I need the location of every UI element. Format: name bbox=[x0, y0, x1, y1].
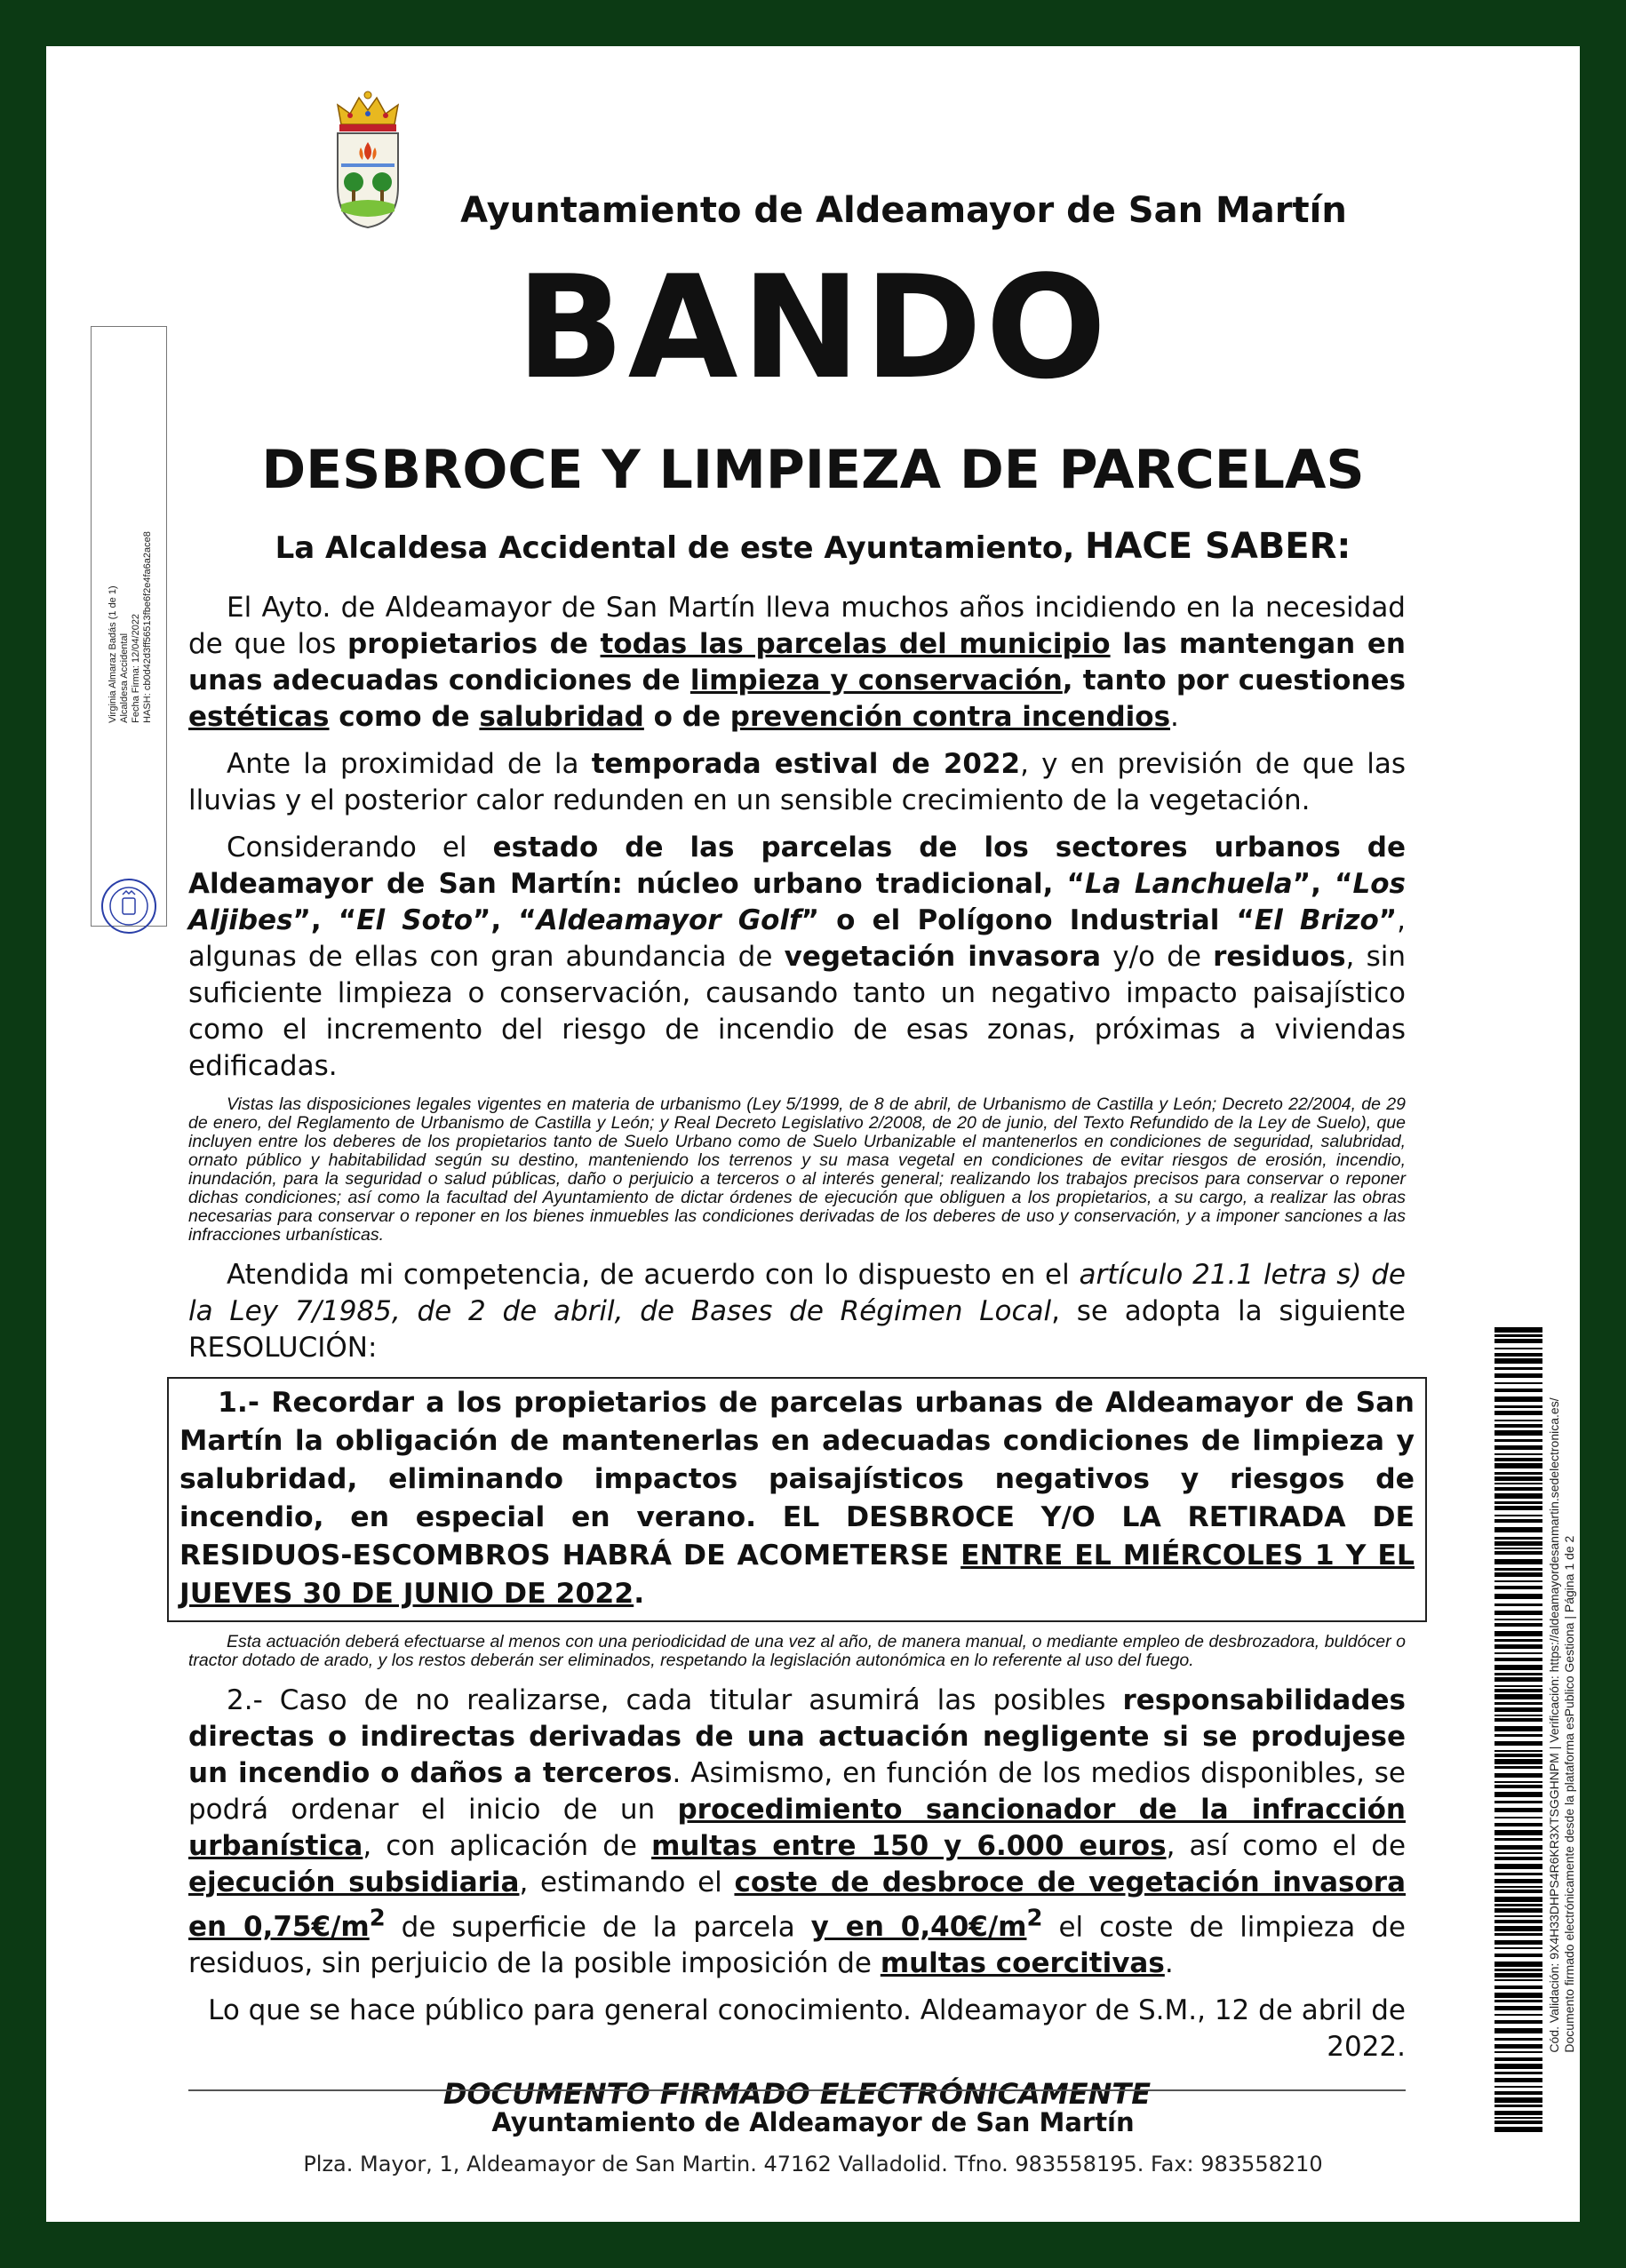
validation-platform: Documento firmado electrónicamente desde la plataforma esPublico Gestiona | Página 1 de 2 bbox=[1562, 1535, 1576, 2053]
electronic-signature-notice: DOCUMENTO FIRMADO ELECTRÓNICAMENTE bbox=[442, 2077, 1152, 2112]
footer-town-name: Ayuntamiento de Aldeamayor de San Martín bbox=[491, 2107, 1135, 2137]
legal-note: Vistas las disposiciones legales vigentes en materia de urbanismo (Ley 5/1999, de 8 de abril, de Urbanismo de Castilla y León; Decreto 22/2004, de 29 de enero, del Reglamento de Urbanismo de Castilla y León; y Real Decreto Legislativo 2/2008, de 20 de junio, del Texto Refundido de la Ley de Suelo), que incluyen entre los deberes de los propietarios tanto de Suelo Urbano como de Suelo Urbanizable el mantenerlos en condiciones de seguridad, salubridad, ornato público y habitabilidad según su destino, manteniendo los terrenos y su masa vegetal en condiciones de evitar riesgos de erosión, incendio, inundación, para la seguridad o salud públicas, daño o perjuicio a terceros o al interés general; realizando los trabajos precisos para conservar o reponer dichas condiciones; así como la facultad del Ayuntamiento de dictar órdenes de ejecución que obliguen a los propietarios, a su cargo, a realizar las obras necesarias para conservar o reponer en los bienes inmuebles las condiciones derivadas de los deberes de uso y conservación, y a imponer sanciones a las infracciones urbanísticas. bbox=[188, 1094, 1406, 1245]
announcement-line bbox=[46, 526, 1580, 567]
paragraph-penalties: 2.- Caso de no realizarse, cada titular asumirá las posibles responsabilidades directas o indirectas derivadas de una actuación negligente si se produjese un incendio o daños a terceros. Asimismo, en función de los medios disponibles, se podrá ordenar el inicio de un procedimiento sancionador de la infracción urbanística, con aplicación de multas entre 150 y 6.000 euros, así como el de ejecución subsidiaria, estimando el coste de desbroce de vegetación invasora en $0,75€/m^2$ de superficie de la parcela y en $0,40€/m^2$ el coste de limpieza de residuos, sin perjuicio de la posible imposición de multas coercitivas. bbox=[188, 1684, 1407, 1980]
footer-divider bbox=[188, 2089, 1406, 2091]
document-subtitle: DESBROCE Y LIMPIEZA DE PARCELAS bbox=[261, 439, 1365, 501]
closing-line: Lo que se hace público para general conocimiento. Aldeamayor de S.M., 12 de abril de 2022. bbox=[208, 1994, 1406, 2064]
paragraph-competence: Atendida mi competencia, de acuerdo con lo dispuesto en el artículo 21.1 letra s) de la Ley 7/1985, de 2 de abril, de Bases de Régimen Local, se adopta la siguiente RESOLUCIÓN: bbox=[188, 1259, 1406, 1364]
signature-stamp bbox=[91, 326, 167, 927]
paragraph-season: Ante la proximidad de la temporada estival de 2022, y en previsión de que las lluvias y el posterior calor redunden en un sensible crecimiento de la vegetación. bbox=[188, 748, 1407, 816]
signer-name: Virginia Almaraz Badás (1 de 1) bbox=[108, 585, 118, 723]
resolution-box bbox=[167, 1377, 1427, 1622]
coat-of-arms-logo bbox=[329, 89, 407, 231]
official-seal-icon bbox=[100, 877, 158, 935]
document-heading: BANDO bbox=[515, 244, 1111, 410]
footer-address: Plza. Mayor, 1, Aldeamayor de San Martin. 47162 Valladolid. Tfno. 983558195. Fax: 983558210 bbox=[303, 2152, 1323, 2176]
document-page bbox=[46, 46, 1580, 2222]
paragraph-intro: El Ayto. de Aldeamayor de San Martín lleva muchos años incidiendo en la necesidad de que los propietarios de todas las parcelas del municipio las mantengan en unas adecuadas condiciones de limpieza y conservación, tanto por cuestiones estéticas como de salubridad o de prevención contra incendios. bbox=[188, 592, 1406, 733]
validation-code: Cód. Validación: 9X4H33DHPS4R6KR3XTSGGHNPM | Verificación: https://aldeamayordesanmartin.sedelectronica.es/ bbox=[1547, 1397, 1561, 2053]
town-title: Ayuntamiento de Aldeamayor de San Martín bbox=[460, 190, 1347, 231]
resolution-text: 1.- Recordar a los propietarios de parcelas urbanas de Aldeamayor de San Martín la obligación de mantenerlas en adecuadas condiciones de limpieza y salubridad, eliminando impactos paisajísticos negativos y riesgos de incendio, en especial en verano. EL DESBROCE Y/O LA RETIRADA DE RESIDUOS-ESCOMBROS HABRÁ DE ACOMETERSE ENTRE EL MIÉRCOLES 1 Y EL JUEVES 30 DE JUNIO DE 2022. bbox=[179, 1387, 1415, 1610]
action-note: Esta actuación deberá efectuarse al menos con una periodicidad de una vez al año, de manera manual, o mediante empleo de desbrozadora, buldócer o tractor dotado de arado, y los restos deberán ser eliminados, respetando la legislación autonómica en lo referente al uso del fuego. bbox=[188, 1632, 1406, 1670]
validation-text bbox=[1547, 1397, 1577, 2052]
signature-hash: HASH: cb0d42d3ff56513fbe6f2e4fa6a2ace8 bbox=[142, 531, 153, 723]
signer-role: Alcaldesa Accidental bbox=[119, 633, 130, 723]
announcement-hace-saber: HACE SABER: bbox=[1085, 526, 1351, 567]
document-body bbox=[179, 590, 1415, 2123]
signature-text bbox=[108, 531, 154, 723]
paragraph-considering: Considerando el estado de las parcelas de los sectores urbanos de Aldeamayor de San Martín: núcleo urbano tradicional, “La Lanchuela”, “Los Aljibes”, “El Soto”, “Aldeamayor Golf” o el Polígono Industrial “El Brizo”, algunas de ellas con gran abundancia de vegetación invasora y/o de residuos, sin suficiente limpieza o conservación, causando tanto un negativo impacto paisajístico como el incremento del riesgo de incendio de esas zonas, próximas a viviendas edificadas. bbox=[188, 832, 1407, 1082]
validation-barcode bbox=[1494, 1327, 1542, 2136]
announcement-prefix: La Alcaldesa Accidental de este Ayuntamiento, bbox=[275, 530, 1085, 566]
signature-date: Fecha Firma: 12/04/2022 bbox=[131, 613, 141, 723]
